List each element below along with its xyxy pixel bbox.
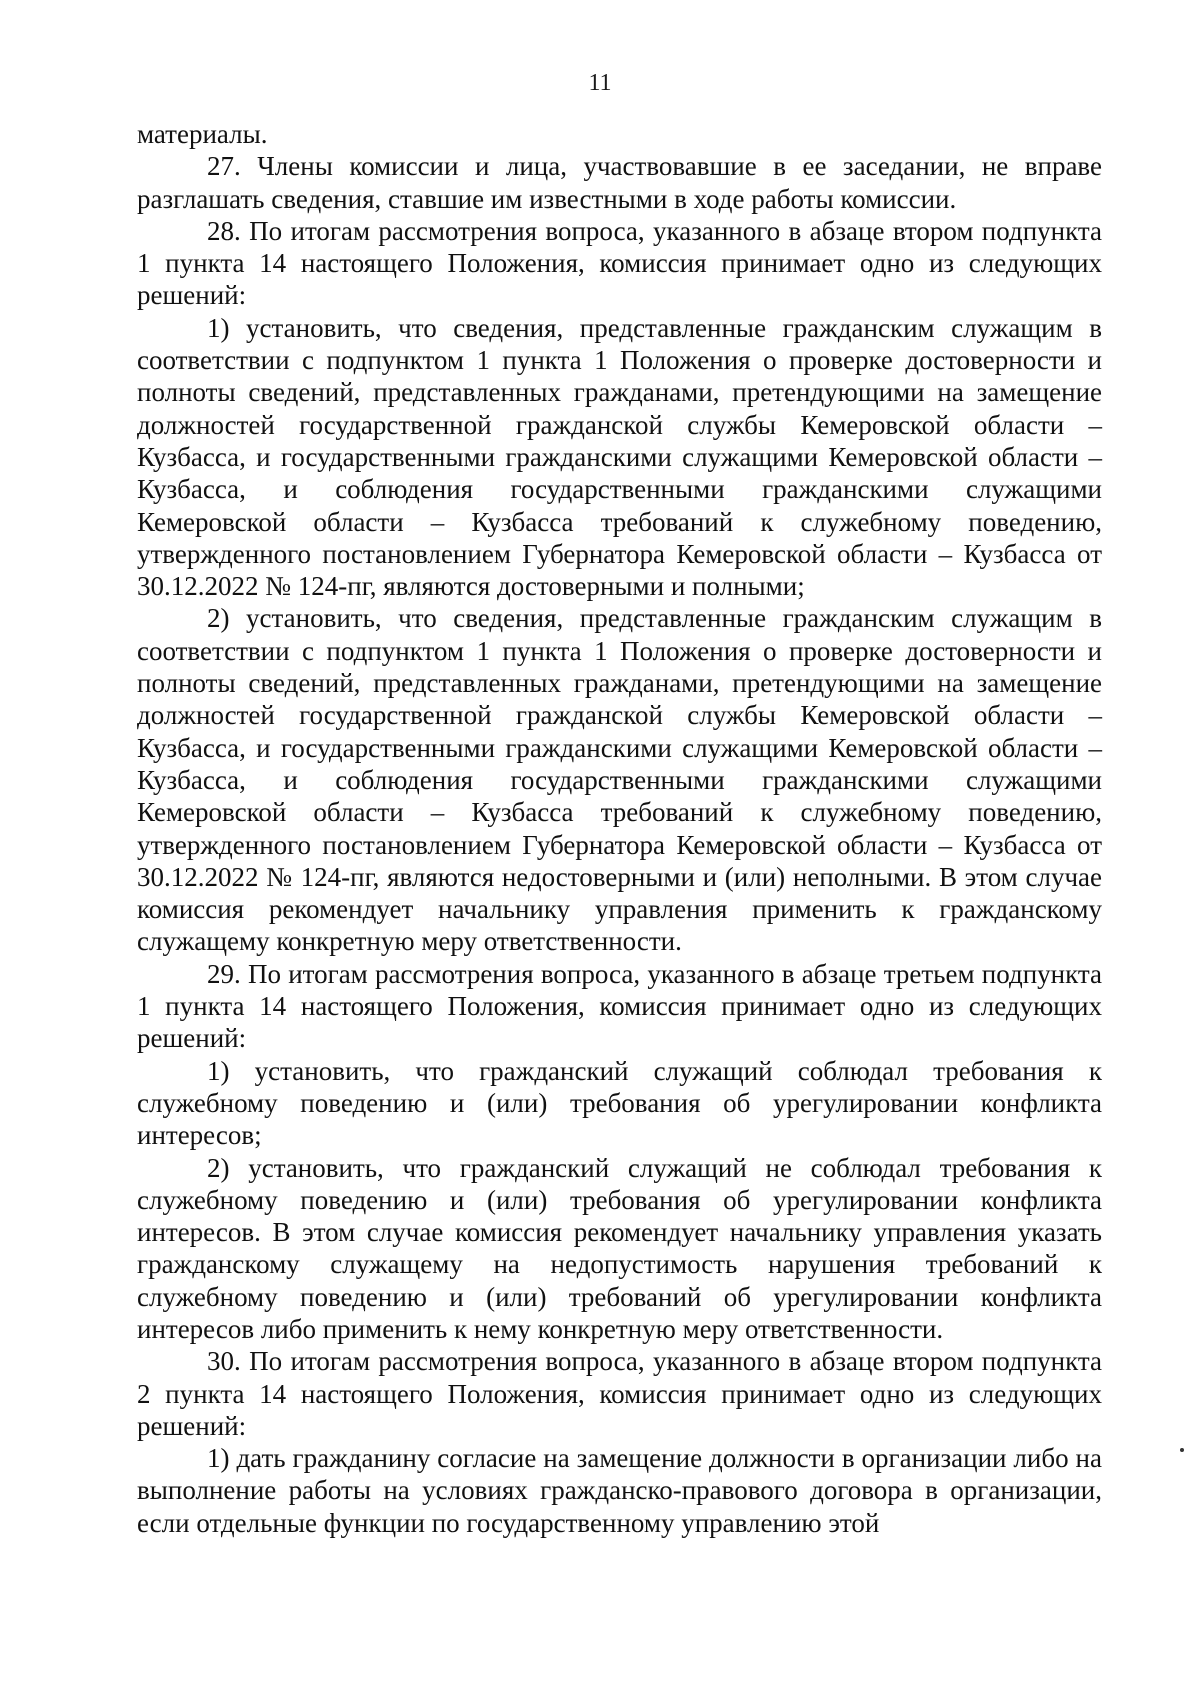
paragraph-30: 30. По итогам рассмотрения вопроса, указанного в абзаце втором подпункта 2 пункта 14 настоящего Положения, комиссия принимает одно из следующих решений: bbox=[137, 1346, 1102, 1441]
paragraph-30-item-1: 1) дать гражданину согласие на замещение должности в организации либо на выполнение работы на условиях гражданско-правового договора в организации, если отдельные функции по государственному управлению этой bbox=[137, 1443, 1102, 1538]
paragraph-29-item-2: 2) установить, что гражданский служащий не соблюдал требования к служебному поведению и (или) требования об урегулировании конфликта интересов. В этом случае комиссия рекомендует начальнику управления указать гражданскому служащему на недопустимость нарушения требований к служебному поведению и (или) требований об урегулировании конфликта интересов либо применить к нему конкретную меру ответственности. bbox=[137, 1152, 1102, 1344]
paragraph-29-item-1: 1) установить, что гражданский служащий соблюдал требования к служебному поведению и (или) требования об урегулировании конфликта интересов; bbox=[137, 1055, 1102, 1151]
paragraph-continuation: материалы. bbox=[137, 119, 268, 149]
paragraph-28-item-1: 1) установить, что сведения, представленные гражданским служащим в соответствии с подпунктом 1 пункта 1 Положения о проверке достоверности и полноты сведений, представленных гражданами, претендующими на замещение должностей государственной гражданской службы Кемеровской области – Кузбасса, и государственными гражданскими служащими Кемеровской области – Кузбасса, и соблюдения государственными гражданскими служащими Кемеровской области – Кузбасса требований к служебному поведению, утвержденного постановлением Губернатора Кемеровской области – Кузбасса от 30.12.2022 № 124-пг, являются достоверными и полными; bbox=[137, 312, 1102, 602]
paragraph-27: 27. Члены комиссии и лица, участвовавшие в ее заседании, не вправе разглашать сведения, ставшие им известными в ходе работы комиссии. bbox=[137, 151, 1102, 214]
page-number: 11 bbox=[588, 70, 612, 96]
scan-speck bbox=[1180, 1448, 1184, 1452]
paragraph-29: 29. По итогам рассмотрения вопроса, указанного в абзаце третьем подпункта 1 пункта 14 настоящего Положения, комиссия принимает одно из следующих решений: bbox=[137, 958, 1102, 1054]
document-body bbox=[137, 118, 1102, 1539]
paragraph-28: 28. По итогам рассмотрения вопроса, указанного в абзаце втором подпункта 1 пункта 14 настоящего Положения, комиссия принимает одно из следующих решений: bbox=[137, 215, 1102, 311]
paragraph-28-item-2: 2) установить, что сведения, представленные гражданским служащим в соответствии с подпунктом 1 пункта 1 Положения о проверке достоверности и полноты сведений, представленных гражданами, претендующими на замещение должностей государственной гражданской службы Кемеровской области – Кузбасса, и государственными гражданскими служащими Кемеровской области – Кузбасса, и соблюдения государственными гражданскими служащими Кемеровской области – Кузбасса требований к служебному поведению, утвержденного постановлением Губернатора Кемеровской области – Кузбасса от 30.12.2022 № 124-пг, являются недостоверными и (или) неполными. В этом случае комиссия рекомендует начальнику управления применить к гражданскому служащему конкретную меру ответственности. bbox=[137, 603, 1102, 957]
